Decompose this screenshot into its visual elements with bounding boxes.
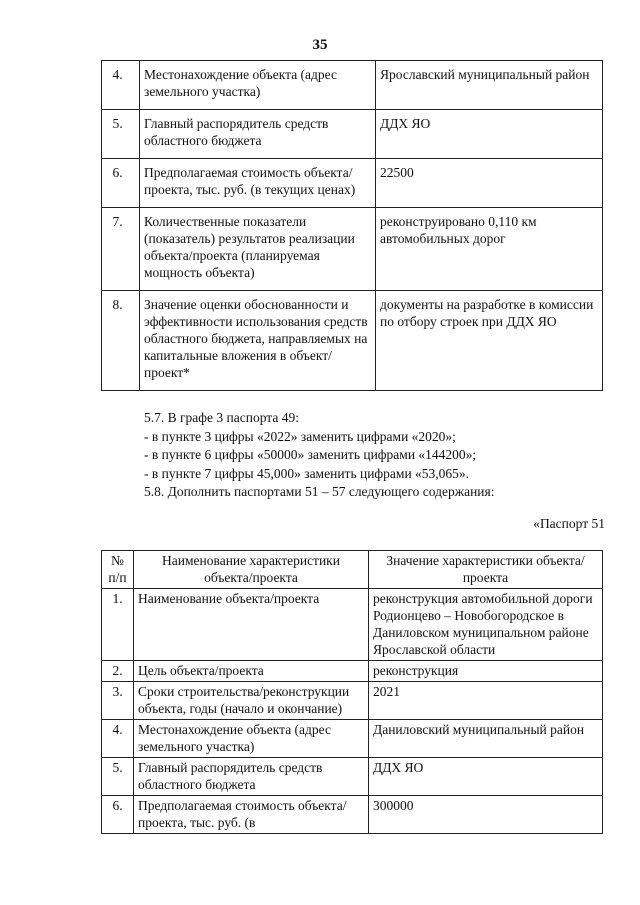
characteristic-value: 300000 [369, 796, 603, 834]
characteristic-value: Даниловский муниципальный район [369, 720, 603, 758]
characteristic-name: Главный распорядитель средств областного бюджета [140, 110, 376, 159]
table-row [102, 758, 603, 796]
paragraph-5-7: 5.7. В графе 3 паспорта 49: [144, 410, 299, 425]
characteristic-value: Ярославский муниципальный район [376, 61, 603, 110]
row-number: 4. [102, 720, 134, 758]
amendment-item: - в пункте 3 цифры «2022» заменить цифрами «2020»; [144, 428, 456, 444]
characteristic-value: реконструкция [369, 661, 603, 682]
amendment-item: - в пункте 7 цифры 45,000» заменить цифрами «53,065». [144, 465, 470, 481]
table-row [102, 208, 603, 291]
characteristic-name: Предполагаемая стоимость объекта/проекта, тыс. руб. (в [134, 796, 369, 834]
table-header-row [102, 551, 603, 589]
table-row [102, 291, 603, 391]
characteristic-value: ДДХ ЯО [376, 110, 603, 159]
passport-label: «Паспорт 51 [533, 516, 605, 531]
header-value: Значение характеристики объекта/проекта [369, 551, 603, 589]
table-row [102, 661, 603, 682]
row-number: 4. [102, 61, 140, 110]
characteristic-name: Значение оценки обоснованности и эффективности использования средств областного бюджета, направляемых на капитальные вложения в объект/проект* [140, 291, 376, 391]
row-number: 8. [102, 291, 140, 391]
characteristic-name: Наименование объекта/проекта [134, 589, 369, 661]
characteristic-value: документы на разработке в комиссии по отбору строек при ДДХ ЯО [376, 291, 603, 391]
row-number: 5. [102, 758, 134, 796]
row-number: 7. [102, 208, 140, 291]
characteristic-name: Количественные показатели (показатель) результатов реализации объекта/проекта (планируемая мощность объекта) [140, 208, 376, 291]
table-row [102, 682, 603, 720]
paragraph-5-8: 5.8. Дополнить паспортами 51 – 57 следующего содержания: [144, 484, 495, 499]
table-row [102, 796, 603, 834]
amendment-text [144, 409, 494, 502]
row-number: 1. [102, 589, 134, 661]
page-number: 35 [312, 37, 328, 53]
amendment-item: - в пункте 6 цифры «50000» заменить цифрами «144200»; [144, 447, 477, 462]
row-number: 6. [102, 796, 134, 834]
characteristic-name: Местонахождение объекта (адрес земельного участка) [134, 720, 369, 758]
characteristic-name: Главный распорядитель средств областного бюджета [134, 758, 369, 796]
characteristic-name: Сроки строительства/реконструкции объекта, годы (начало и окончание) [134, 682, 369, 720]
row-number: 5. [102, 110, 140, 159]
characteristic-value: реконструировано 0,110 км автомобильных дорог [376, 208, 603, 291]
table-row [102, 159, 603, 208]
table-row [102, 589, 603, 661]
characteristic-value: 2021 [369, 682, 603, 720]
table-row [102, 720, 603, 758]
characteristic-name: Местонахождение объекта (адрес земельного участка) [140, 61, 376, 110]
row-number: 6. [102, 159, 140, 208]
table-row [102, 61, 603, 110]
passport-table-continued [101, 60, 603, 391]
header-number: № п/п [102, 551, 134, 589]
characteristic-value: 22500 [376, 159, 603, 208]
passport-51-table [101, 550, 603, 834]
characteristic-name: Цель объекта/проекта [134, 661, 369, 682]
characteristic-name: Предполагаемая стоимость объекта/проекта, тыс. руб. (в текущих ценах) [140, 159, 376, 208]
characteristic-value: ДДХ ЯО [369, 758, 603, 796]
header-name: Наименование характеристики объекта/проекта [134, 551, 369, 589]
characteristic-value: реконструкция автомобильной дороги Родионцево – Новобогородское в Даниловском муниципальном районе Ярославской области [369, 589, 603, 661]
row-number: 3. [102, 682, 134, 720]
table-row [102, 110, 603, 159]
row-number: 2. [102, 661, 134, 682]
